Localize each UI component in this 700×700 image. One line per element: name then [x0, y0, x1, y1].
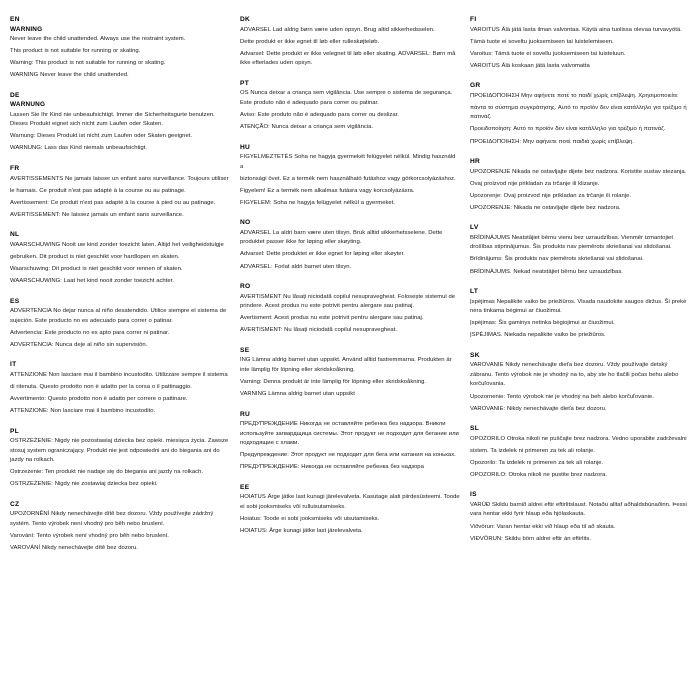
language-code: FI	[470, 16, 477, 23]
warning-paragraph: di ritenuta. Questo prodotto non è adatto per la corsa o il pattinaggio.	[10, 383, 192, 390]
language-code: DE	[10, 91, 20, 99]
language-code: ES	[10, 297, 20, 305]
warning-paragraph: Warnung: Dieses Produkt ist nicht zum Laufen oder Skaten geeignet.	[10, 133, 193, 140]
language-code: SL	[470, 425, 480, 433]
language-code: LT	[470, 288, 479, 296]
warning-paragraph: BRĪDINĀJUMS Neatstājiet bērnu vienu bez uzraudzības. Vienmēr izmantojiet drošības stiprinājumus. Šis produkts nav piemērots skriešanai vai slidošanai.	[470, 234, 673, 251]
warning-paragraph: Figyelem! Ez a termék nem alkalmas futásra vagy korcsolyázásra.	[240, 187, 415, 194]
language-block-de	[10, 92, 230, 154]
warning-paragraph: Ostrzeżenie: Ten produkt nie nadaje się do biegania ani jazdy na rolkach.	[10, 469, 204, 476]
warning-paragraph: Varování: Tento výrobek není vhodný pro běh nebo bruslení.	[10, 532, 169, 539]
warning-paragraph: Įspėjimas Nepalikite vaiko be priežiūros. Visada naudokite saugos diržus. Ši prekė nėra tinkama bėgimui ar čiuožimui.	[470, 298, 687, 315]
warning-paragraph: sistem. Ta izdelek ni primeren za tek ali rolanje.	[470, 447, 595, 454]
language-block-cz	[10, 501, 230, 554]
warning-paragraph: Waarschuwing: Dit product is niet geschikt voor rennen of skaten.	[10, 265, 183, 272]
warning-paragraph: VARÚÐ Skildu barnið aldrei eftir eftirlitslaust. Notaðu alltaf aðhaldsbúnaðinn. Þessi vara hentar ekki fyrir hlaup eða hjólaskauta.	[470, 501, 687, 518]
warning-paragraph: HOIATUS Ärge jätke last kunagi järelevalveta. Kasutage alati piirdesüsteemi. Toode ei sobi jooksmiseks või rulluisutamiseks.	[240, 494, 460, 510]
language-block-es	[10, 298, 230, 351]
warning-paragraph: ΠΡΟΕΙΔΟΠΟΙΗΣΗ: Μην αφήνετε ποτέ παιδιά χωρίς επίβλεψη.	[470, 138, 635, 145]
warning-paragraph: Upozornenie: Tento výrobok nie je vhodný na beh alebo korčuľovanie.	[470, 393, 654, 400]
warning-paragraph: Advarsel: Dette produktet er ikke egnet for løping eller skøyter.	[240, 251, 405, 258]
language-code: HR	[470, 158, 481, 166]
language-code: RO	[240, 283, 251, 291]
language-code: SE	[240, 346, 250, 354]
warning-paragraph: ATTENZIONE: Non lasciare mai il bambino incustodito.	[10, 407, 156, 414]
language-block-dk	[240, 16, 460, 69]
warning-paragraph: VAROVANIE Nikdy nenechávajte dieťa bez dozoru. Vždy používajte detský zábranu. Tento výrobok nie je vhodný na to, aby ste ho tlačili počas behu alebo korčuľovania.	[470, 362, 679, 388]
warning-paragraph: Never leave the child unattended. Always use the restraint system.	[10, 36, 186, 42]
warning-paragraph: ADVERTENCIA No dejar nunca al niño desatendido. Utilice siempre el sistema de sujeción. Este producto no es adecuado para correr o patinar.	[10, 308, 227, 324]
language-code: PL	[10, 427, 20, 435]
warning-heading: WARNING	[10, 25, 43, 33]
language-code: HU	[240, 143, 251, 151]
warning-paragraph: WAARSCHUWING Nooit uw kind zonder toezicht laten. Altijd het veiligheidstuigje	[10, 241, 224, 248]
warning-paragraph: Προειδοποίηση: Αυτό το προϊόν δεν είναι κατάλληλο για τρέξιμο ή πατινάζ.	[470, 126, 666, 133]
warning-paragraph: ĮSPĖJIMAS. Niekada nepalikite vaiko be priežiūros.	[470, 332, 606, 339]
language-code: IT	[10, 361, 17, 369]
warning-paragraph: UPOZORENJE: Nikada ne ostavljajte dijete bez nadzora.	[470, 204, 621, 211]
language-block-lt	[470, 288, 690, 341]
warning-paragraph: OSTRZEŻENIE: Nigdy nie zostawiaj dziecka bez opieki.	[10, 481, 158, 488]
language-code: FR	[10, 165, 20, 172]
warning-paragraph: FIGYELMEZTETÉS Soha ne hagyja gyermekét felügyelet nélkül. Mindig használd a	[240, 154, 456, 170]
warning-paragraph: FIGYELEM: Soha ne hagyja felügyelet nélkül a gyermeket.	[240, 199, 395, 206]
language-code: IS	[470, 491, 477, 499]
language-block-hr	[470, 158, 690, 213]
language-block-hu	[240, 144, 460, 209]
warning-paragraph: ADVERTENCIA: Nunca deje al niño sin supervisión.	[10, 341, 148, 348]
language-block-no	[240, 219, 460, 272]
language-block-se	[240, 347, 460, 400]
warning-paragraph: Avertissement: Ce produit n'est pas adapté à la course à pied ou au patinage.	[10, 199, 216, 206]
warning-paragraph: This product is not suitable for running or skating.	[10, 48, 141, 55]
warning-paragraph: Upozorenje: Ovaj proizvod nije prikladan za trčanje ili rolanje.	[470, 192, 632, 199]
warning-paragraph: ADVARSEL: Forlat aldri barnet uten tilsyn.	[240, 263, 352, 270]
language-block-lv	[470, 224, 690, 277]
language-block-en	[10, 16, 230, 81]
warning-paragraph: WAARSCHUWING: Laat het kind nooit zonder toezicht achter.	[10, 277, 174, 284]
warning-paragraph: Lassen Sie Ihr Kind nie unbeaufsichtigt. Immer die Sicherheitsgurte benutzen. Dieses Produkt eignet sich nicht zum Laufen oder Skaten.	[10, 111, 215, 128]
warning-paragraph: πάντα το σύστημα συγκράτησης. Αυτό το προϊόν δεν είναι κατάλληλο για τρέξιμο ή πατινάζ.	[470, 104, 687, 121]
warning-paragraph: Viðvörun: Varan hentar ekki við hlaup eða til að skauta.	[470, 523, 616, 530]
language-code: DK	[240, 16, 251, 23]
warning-paragraph: AVERTISSEMENT: Ne laissez jamais un enfant sans surveillance.	[10, 211, 184, 218]
warning-paragraph: Ovaj proizvod nije prikladan za trčanje ili klizanje.	[470, 180, 600, 187]
warning-paragraph: Tämä tuote ei soveltu juoksemiseen tai luistelemiseen.	[470, 38, 614, 45]
warning-paragraph: ATTENZIONE Non lasciare mai il bambino incustodito. Utilizzare sempre il sistema	[10, 371, 228, 378]
warning-paragraph: VAROITUS Älä jätä lasta ilman valvontaa. Käytä aina tuolissa olevaa turvavyötä.	[470, 26, 682, 33]
warning-paragraph: Varning: Denna produkt är inte lämplig för löpning eller skridskoåkning.	[240, 378, 427, 385]
language-block-ro	[240, 283, 460, 336]
warning-paragraph: Brīdinājums: Šis produkts nav piemērots skriešanai vai slidošanai.	[470, 256, 644, 263]
warning-paragraph: Opozorilo: Ta izdelek ni primeren za tek ali rolanje.	[470, 459, 604, 466]
warning-paragraph: Aviso: Este produto não é adequado para correr ou deslizar.	[240, 111, 399, 118]
language-code: PT	[240, 79, 250, 87]
warning-paragraph: gebruiken. Dit product is niet geschikt voor hardlopen en skaten.	[10, 253, 180, 260]
warning-paragraph: VAROVÁNÍ Nikdy nenechávejte dítě bez dozoru.	[10, 545, 138, 551]
warning-paragraph: AVERTISMENT Nu lăsați niciodată copilul nesupravegheat. Folosește sistemul de prindere. Acest produs nu este potrivit pentru alergare sau patinaj.	[240, 293, 456, 310]
language-block-is	[470, 491, 690, 544]
warning-paragraph: ΠΡΟΕΙΔΟΠΟΙΗΣΗ Μην αφήνετε ποτέ το παιδί χωρίς επίβλεψη. Χρησιμοποιείτε	[470, 92, 678, 99]
warning-paragraph: ATENÇÃO: Nunca deixar a criança sem vigilância.	[240, 123, 374, 130]
warning-paragraph: AVERTISSEMENTS Ne jamais laisser un enfant sans surveillance. Toujours utiliser	[10, 175, 229, 182]
warning-paragraph: Dette produkt er ikke egnet til løb eller rulleskøjteløb.	[240, 38, 380, 45]
warning-paragraph: OS Nunca deixar a criança sem vigilância. Use sempre o sistema de segurança. Este produto não é adequado para correr ou patinar.	[240, 90, 453, 106]
language-block-gr	[470, 82, 690, 147]
warning-paragraph: Įspėjimas: Šis gaminys netinka bėgiojimui ar čiuožimui.	[470, 320, 615, 327]
language-code: NO	[240, 219, 251, 227]
warning-paragraph: UPOZORNĚNÍ Nikdy nenechávejte dítě bez dozoru. Vždy používejte zádržný systém. Tento výrobek není vhodný pro běh nebo bruslení.	[10, 511, 214, 527]
language-code: LV	[470, 224, 479, 232]
warning-paragraph: Advarsel: Dette produkt er ikke velegnet til løb eller skating. ADVARSEL: Børn må ikke efterlades uden opsyn.	[240, 50, 456, 67]
language-column-3	[470, 16, 690, 692]
language-code: RU	[240, 410, 251, 418]
warning-paragraph: Hoiatus: Toode ei sobi jooksmiseks või uisutamiseks.	[240, 516, 380, 522]
language-block-it	[10, 361, 230, 416]
language-block-fr	[10, 165, 230, 220]
warning-paragraph: Warning: This product is not suitable for running or skating.	[10, 60, 166, 67]
warning-paragraph: Advertencia: Este producto no es apto para correr ni patinar.	[10, 329, 170, 336]
warning-paragraph: OPOZORILO: Otroka nikoli ne pustite brez nadzora.	[470, 471, 608, 478]
language-block-ee	[240, 484, 460, 537]
warning-paragraph: ПРЕДУПРЕЖДЕНИЕ: Никогда не оставляйте ребенка без надзора	[240, 464, 424, 471]
language-column-1	[10, 16, 230, 692]
language-column-2	[240, 16, 460, 692]
warning-paragraph: OSTRZEŻENIE: Nigdy nie pozostawiaj dziecka bez opieki. miesiąca życia. Zawsze stosuj system ograniczający. Produkt nie jest odpowiedni ani do biegania ani do jazdy na rolkach.	[10, 438, 229, 464]
warning-paragraph: ADVARSEL Lad aldrig børn være uden opsyn. Brug altid sikkerhedsselen.	[240, 26, 435, 33]
language-code: NL	[10, 231, 20, 239]
warning-paragraph: WARNUNG: Lass das Kind niemals unbeaufsichtigt.	[10, 145, 147, 152]
warning-paragraph: HOIATUS: Ärge kunagi jätke last järelevalveta.	[240, 528, 363, 535]
language-block-fi	[470, 16, 690, 71]
language-block-pl	[10, 428, 230, 490]
warning-paragraph: BRĪDINĀJUMS. Nekad neatstājiet bērnu bez uzraudzības.	[470, 268, 623, 275]
warning-paragraph: ADVARSEL La aldri barn være uten tilsyn. Bruk alltid sikkerhetsselene. Dette produktet passer ikke for løping eller skøyting.	[240, 229, 443, 246]
warning-paragraph: AVERTISMENT: Nu lăsați niciodată copilul nesupravegheat.	[240, 327, 397, 334]
warning-paragraph: Avvertimento: Questo prodotto non è adatto per correre o pattinare.	[10, 395, 188, 402]
warning-paragraph: WARNING Never leave the child unattended.	[10, 72, 129, 79]
warning-paragraph: ING Lämna aldrig barnet utan uppsikt. Använd alltid fastremmarna. Produkten är inte lämplig för löpning eller skridskoåkning.	[240, 357, 452, 373]
language-code: CZ	[10, 500, 20, 508]
warning-paragraph: Varoitus: Tämä tuote ei sovellu juoksemiseen tai luisteluun.	[470, 50, 626, 57]
language-code: SK	[470, 351, 480, 359]
language-code: GR	[470, 82, 481, 90]
language-block-sk	[470, 352, 690, 414]
warning-paragraph: VAROITUS Älä koskaan jätä lasta valvomatta	[470, 62, 590, 69]
warning-paragraph: ПРЕДУПРЕЖДЕНИЕ Никогда не оставляйте ребенка без надзора. Вникли используйте загвардщица системы. Этот продукт не подходит для бегание или подходящие с хлами.	[240, 421, 459, 447]
warning-paragraph: biztonsági övet. Ez a termék nem használható futáshoz vagy görkorcsolyázáshoz.	[240, 175, 456, 182]
warning-heading: WARNUNG	[10, 101, 46, 109]
language-code: EN	[10, 16, 20, 23]
language-block-ru	[240, 411, 460, 473]
language-block-sl	[470, 425, 690, 480]
warning-paragraph: OPOZORILO Otroka nikoli ne puščajte brez nadzora. Vedno uporabite zadrževalni	[470, 435, 687, 442]
warning-paragraph: le harnais. Ce produit n'est pas adapté à la course ou au patinage.	[10, 187, 186, 194]
language-code: EE	[240, 483, 250, 491]
warning-paragraph: UPOZORENJE Nikada ne ostavljajte dijete bez nadzora. Koristite sustav stezanja.	[470, 168, 687, 175]
warning-paragraph: VARNING Lämna aldrig barnet utan uppsikt	[240, 391, 355, 397]
warning-paragraph: VIÐVÖRUN: Skildu börn aldrei eftir án eftirlits.	[470, 535, 592, 542]
warning-paragraph: VAROVANIE: Nikdy nenechávajte dieťa bez dozoru.	[470, 405, 607, 412]
language-block-pt	[240, 80, 460, 133]
warning-paragraph: Avertisment: Acest produs nu este potrivit pentru alergare sau patinaj.	[240, 315, 424, 322]
warning-paragraph: Предупреждение: Этот продукт не подходит для бега или катания на коньках.	[240, 452, 456, 459]
language-block-nl	[10, 231, 230, 286]
